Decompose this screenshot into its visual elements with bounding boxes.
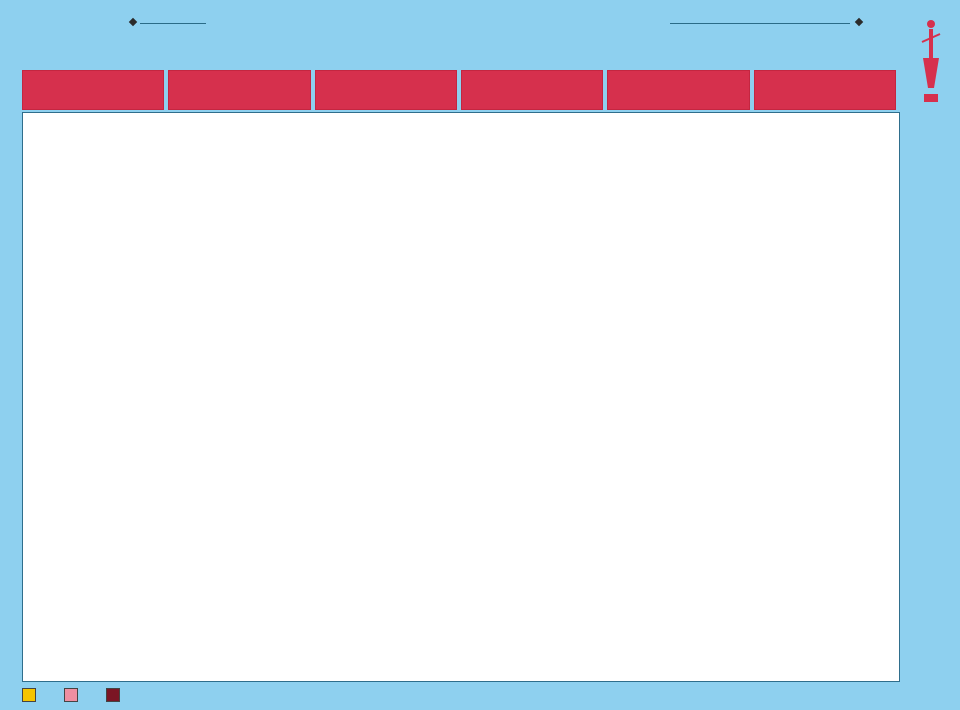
column-header <box>607 70 749 110</box>
column-headers <box>22 70 896 110</box>
legend-item-french <box>106 688 126 702</box>
legend <box>22 687 148 703</box>
column-header <box>754 70 896 110</box>
schedule-grid <box>22 112 900 682</box>
header <box>0 0 960 70</box>
legend-item-english <box>64 688 84 702</box>
column-header <box>22 70 164 110</box>
arabic-subtitle-icon <box>22 688 36 702</box>
title-rule-right <box>670 23 850 24</box>
diamond-icon <box>855 18 863 26</box>
diamond-icon <box>129 18 137 26</box>
french-subtitle-icon <box>106 688 120 702</box>
time-slots <box>898 112 942 680</box>
title-rule-left <box>140 23 206 24</box>
legend-item-arabic <box>22 688 42 702</box>
column-header <box>315 70 457 110</box>
festival-logo-icon <box>920 18 942 104</box>
column-header <box>461 70 603 110</box>
column-header <box>168 70 310 110</box>
english-subtitle-icon <box>64 688 78 702</box>
